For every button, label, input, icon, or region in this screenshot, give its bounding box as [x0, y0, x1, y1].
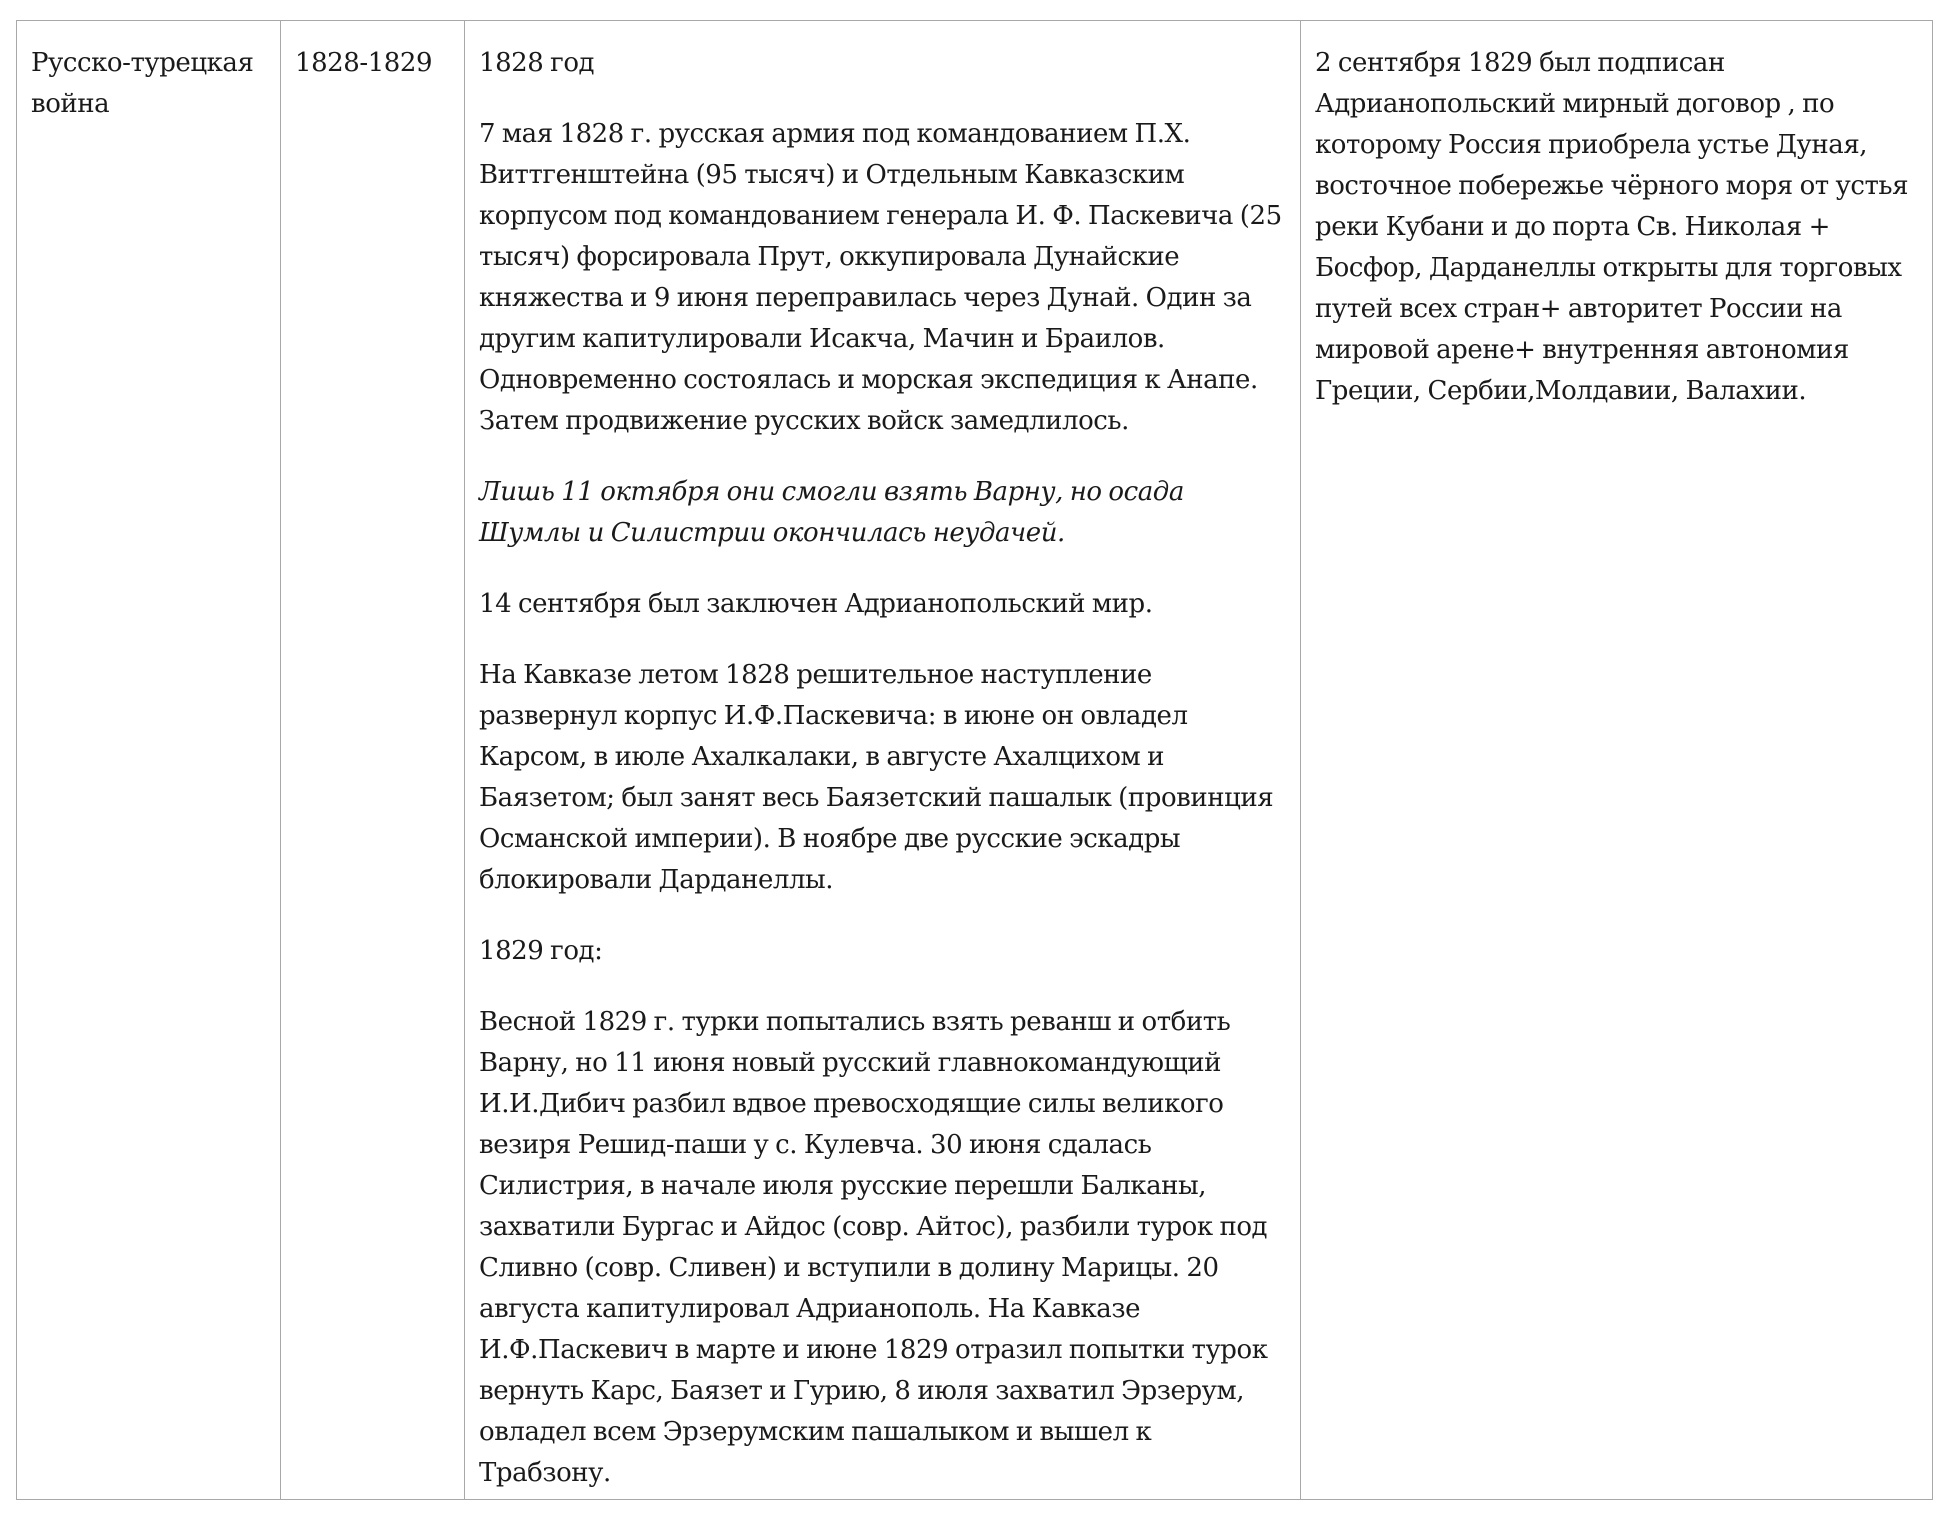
events-paragraph-caucasus: На Кавказе летом 1828 решительное наступление развернул корпус И.Ф.Паскевича: в июне он овладел Карсом, в июле Ахалкалаки, в августе Ахалцихом и Баязетом; был занят весь Баязетский пашалык (провинция Османской империи). В ноябре две русские эскадры блокировали Дарданеллы. [479, 660, 1274, 895]
years: 1828-1829 [295, 48, 433, 78]
events-paragraph-varna: Лишь 11 октября они смогли взять Варну, но осада Шумлы и Силистрии окончилась неудачей. [479, 477, 1184, 548]
events-paragraph-1829-campaign: Весной 1829 г. турки попытались взять реванш и отбить Варну, но 11 июня новый русский главнокомандующий И.И.Дибич разбил вдвое превосходящие силы великого везиря Решид-паши у с. Кулевча. 30 июня сдалась Силистрия, в начале июля русские перешли Балканы, захватили Бургас и Айдос (совр. Айтос), разбили турок под Сливно (совр. Сливен) и вступили в долину Марицы. 20 августа капитулировал Адрианополь. На Кавказе И.Ф.Паскевич в марте и июне 1829 отразил попытки турок вернуть Карс, Баязет и Гурию, 8 июля захватил Эрзерум, овладел всем Эрзерумским пашалыком и вышел к Трабзону. [479, 1007, 1268, 1488]
war-name: Русско-турецкая война [31, 48, 254, 119]
results-text: 2 сентября 1829 был подписан Адрианопольский мирный договор , по которому Россия приобрела устье Дуная, восточное побережье чёрного моря от устья реки Кубани и до порта Св. Николая + Босфор, Дарданеллы открыты для торговых путей всех стран+ авторитет России на мировой арене+ внутренняя автономия Греции, Сербии,Молдавии, Валахии. [1315, 48, 1909, 406]
events-paragraph-1828-heading: 1828 год [479, 48, 595, 78]
results-cell [1301, 21, 1933, 1500]
years-cell [281, 21, 465, 1500]
war-name-cell [17, 21, 281, 1500]
events-paragraph-1828-campaign: 7 мая 1828 г. русская армия под командованием П.Х. Виттгенштейна (95 тысяч) и Отдельным Кавказским корпусом под командованием генерала И. Ф. Паскевича (25 тысяч) форсировала Прут, оккупировала Дунайские княжества и 9 июня переправилась через Дунай. Один за другим капитулировали Исакча, Мачин и Браилов. Одновременно состоялась и морская экспедиция к Анапе. Затем продвижение русских войск замедлилось. [479, 119, 1282, 436]
history-table [16, 20, 1933, 1500]
events-paragraph-1829-heading: 1829 год: [479, 936, 603, 966]
events-paragraph-peace: 14 сентября был заключен Адрианопольский мир. [479, 589, 1153, 619]
events-cell [465, 21, 1301, 1500]
table-row [17, 21, 1933, 1500]
